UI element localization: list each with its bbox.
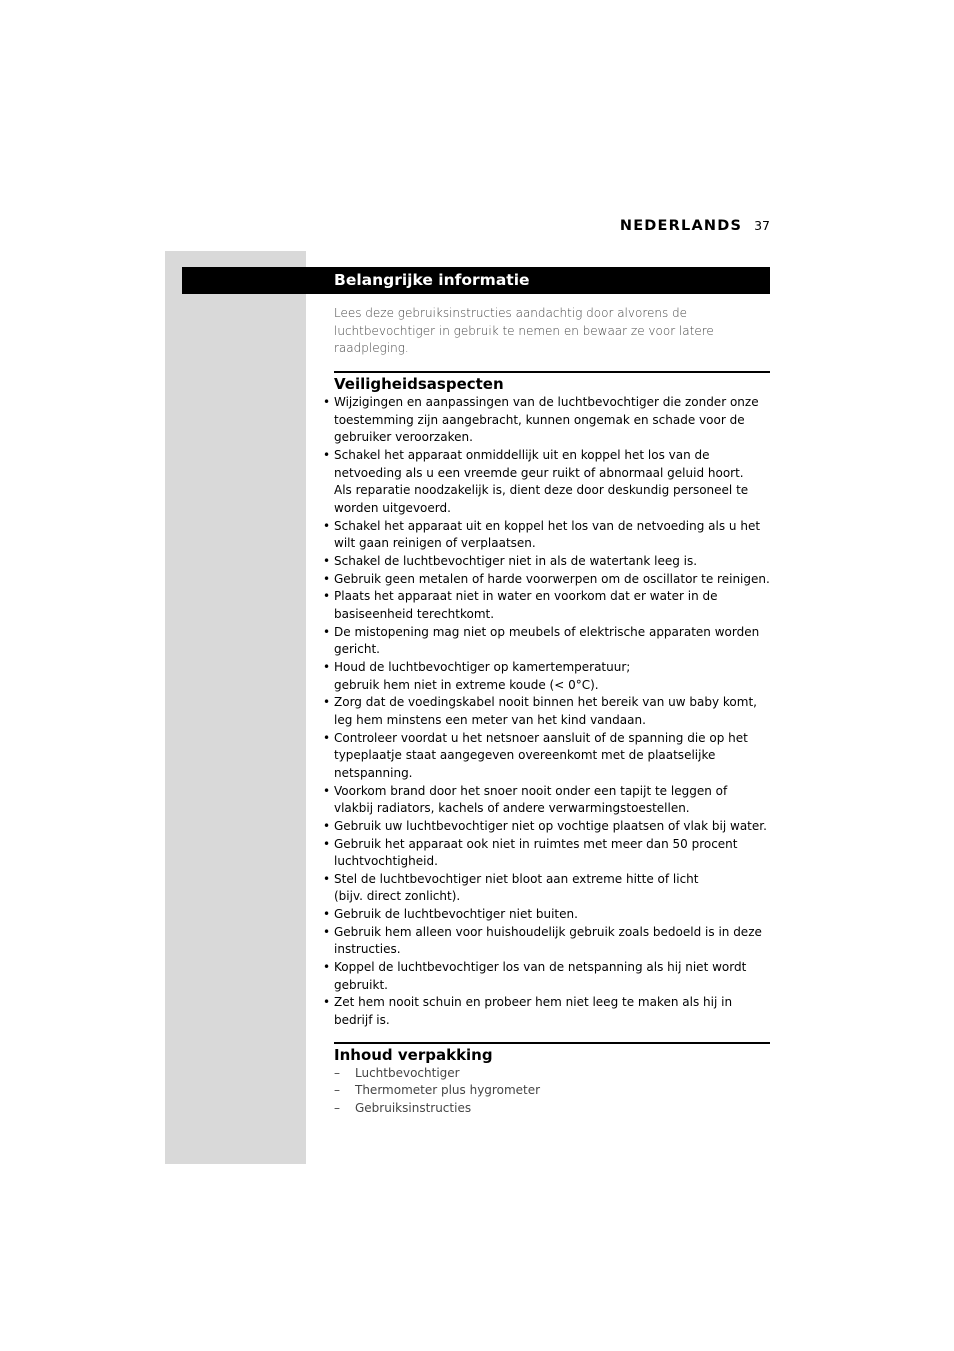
list-item: • Gebruik het apparaat ook niet in ruimtes met meer dan 50 procent luchtvochtigheid. xyxy=(334,836,770,871)
list-item: • Zet hem nooit schuin en probeer hem niet leeg te maken als hij in bedrijf is. xyxy=(334,994,770,1029)
contents-section xyxy=(334,1042,770,1118)
list-item: • Schakel het apparaat uit en koppel het los van de netvoeding als u het wilt gaan reinigen of verplaatsen. xyxy=(334,518,770,553)
list-item: • Voorkom brand door het snoer nooit onder een tapijt te leggen of vlakbij radiators, kachels of andere verwarmingstoestellen. xyxy=(334,783,770,818)
list-item: • Gebruik de luchtbevochtiger niet buiten. xyxy=(334,906,770,924)
list-item: • Gebruik uw luchtbevochtiger niet op vochtige plaatsen of vlak bij water. xyxy=(334,818,770,836)
main-content xyxy=(334,305,770,1118)
list-item: • De mistopening mag niet op meubels of elektrische apparaten worden gericht. xyxy=(334,624,770,659)
page-title: Belangrijke informatie xyxy=(334,271,530,289)
language-label: NEDERLANDS xyxy=(619,218,743,234)
list-item: • Koppel de luchtbevochtiger los van de netspanning als hij niet wordt gebruikt. xyxy=(334,959,770,994)
list-item: • Gebruik hem alleen voor huishoudelijk gebruik zoals bedoeld is in deze instructies. xyxy=(334,924,770,959)
page-number: 37 xyxy=(754,218,770,233)
contents-list xyxy=(334,1065,770,1118)
list-item: – Thermometer plus hygrometer xyxy=(334,1082,770,1100)
safety-section xyxy=(334,371,770,1030)
list-item: • Stel de luchtbevochtiger niet bloot aan extreme hitte of licht (bijv. direct zonlicht). xyxy=(334,871,770,906)
title-bar xyxy=(182,267,770,294)
list-item: • Schakel het apparaat onmiddellijk uit en koppel het los van de netvoeding als u een vreemde geur ruikt of abnormaal geluid hoort. Als reparatie noodzakelijk is, dient deze door deskundig personeel te worden uitgevoerd. xyxy=(334,447,770,518)
list-item: • Wijzigingen en aanpassingen van de luchtbevochtiger die zonder onze toestemming zijn aangebracht, kunnen ongemak en schade voor de gebruiker veroorzaken. xyxy=(334,394,770,447)
list-item: – Luchtbevochtiger xyxy=(334,1065,770,1083)
list-item: • Zorg dat de voedingskabel nooit binnen het bereik van uw baby komt, leg hem minstens een meter van het kind vandaan. xyxy=(334,694,770,729)
list-item: • Controleer voordat u het netsnoer aansluit of de spanning die op het typeplaatje staat aangegeven overeenkomt met de plaatselijke netspanning. xyxy=(334,730,770,783)
contents-heading: Inhoud verpakking xyxy=(334,1045,493,1064)
list-item: • Houd de luchtbevochtiger op kamertemperatuur; gebruik hem niet in extreme koude (< 0°C). xyxy=(334,659,770,694)
list-item: • Schakel de luchtbevochtiger niet in als de watertank leeg is. xyxy=(334,553,770,571)
list-item: • Plaats het apparaat niet in water en voorkom dat er water in de basiseenheid terechtkomt. xyxy=(334,588,770,623)
margin-band xyxy=(165,251,306,1164)
safety-heading: Veiligheidsaspecten xyxy=(334,375,504,394)
safety-list xyxy=(334,394,770,1030)
running-header xyxy=(620,216,770,236)
intro-paragraph: Lees deze gebruiksinstructies aandachtig door alvorens de luchtbevochtiger in gebruik te nemen en bewaar ze voor latere raadpleging. xyxy=(334,306,714,356)
list-item: • Gebruik geen metalen of harde voorwerpen om de oscillator te reinigen. xyxy=(334,571,770,589)
list-item: – Gebruiksinstructies xyxy=(334,1100,770,1118)
